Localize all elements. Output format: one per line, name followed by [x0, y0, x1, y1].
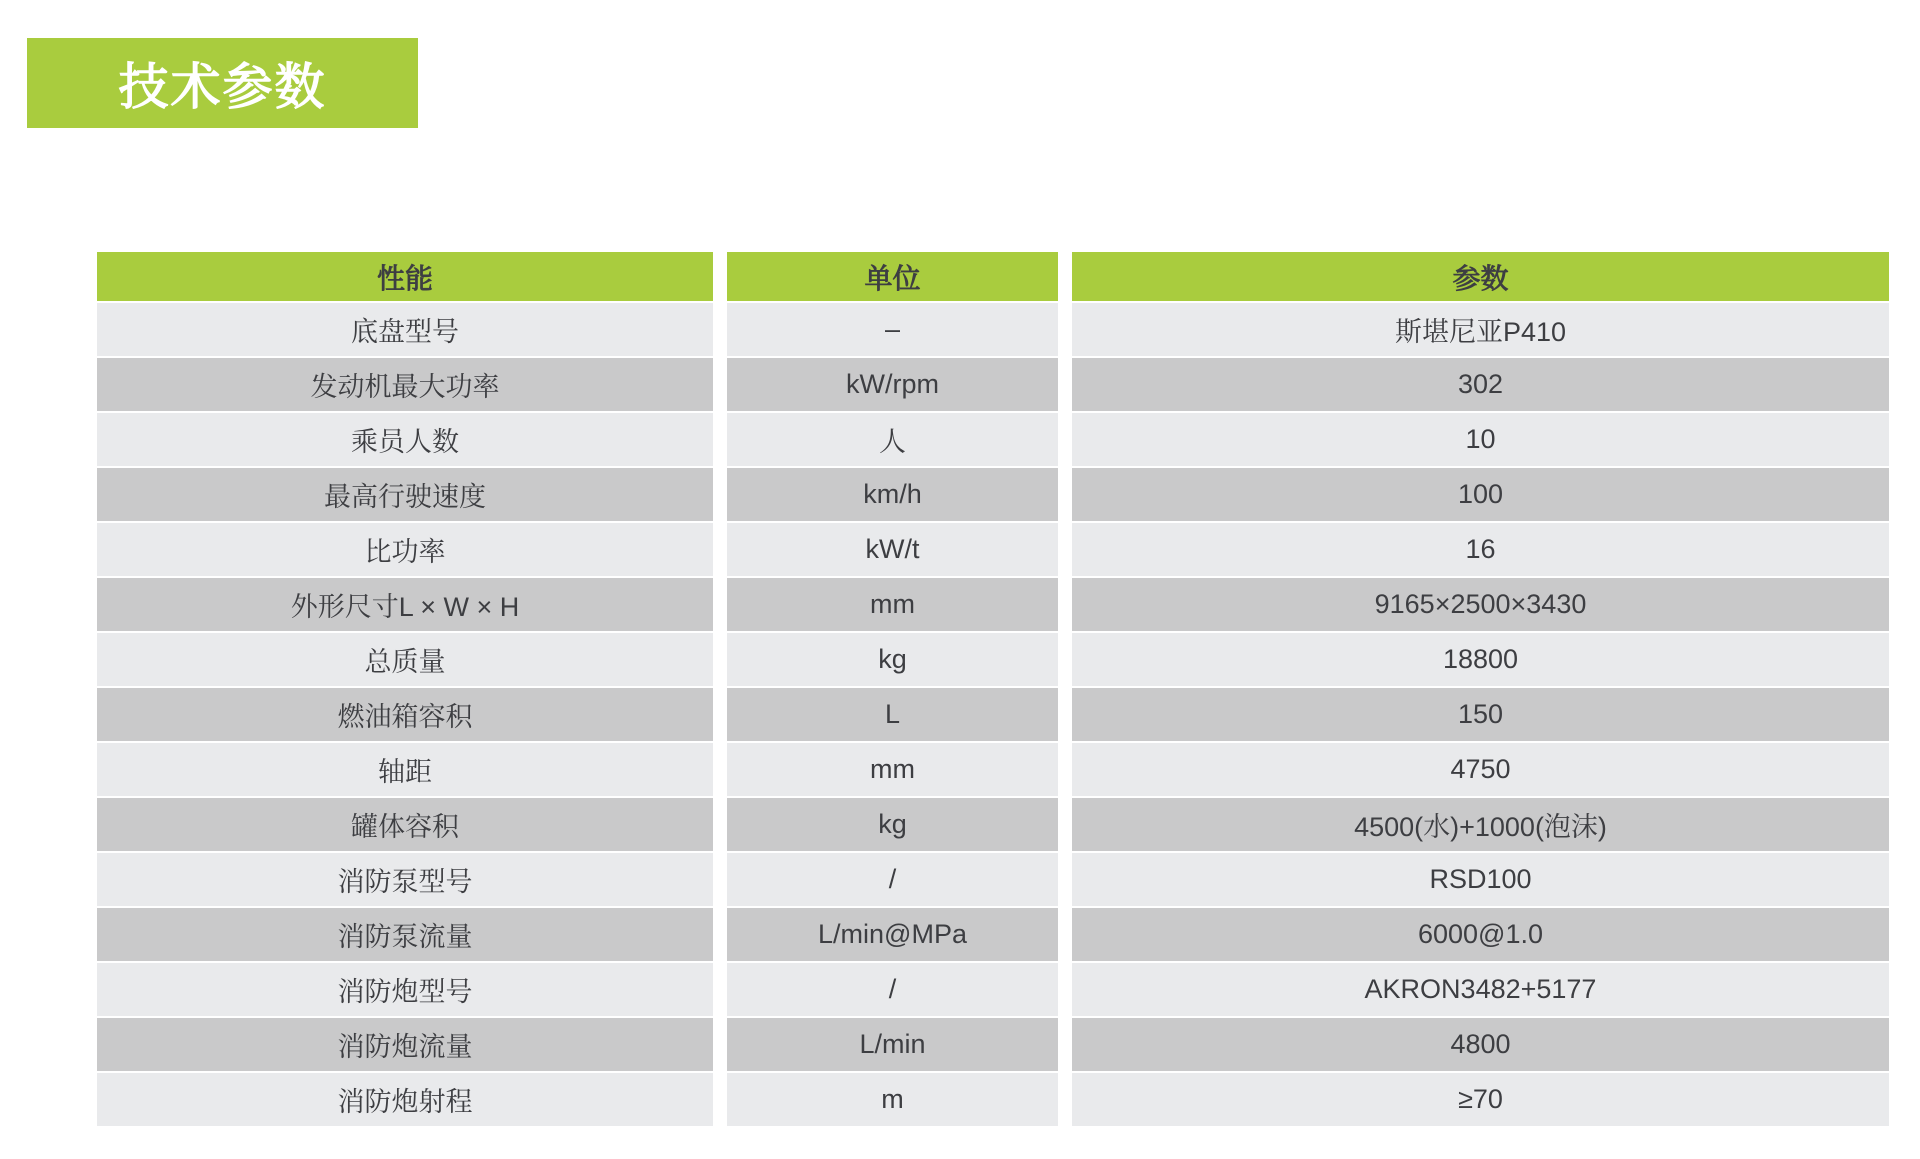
spec-value-cell: AKRON3482+5177 [1072, 963, 1889, 1016]
spec-value-cell: 18800 [1072, 633, 1889, 686]
spec-name-cell: 消防炮型号 [97, 963, 713, 1016]
table-row [97, 1073, 1889, 1126]
spec-name-cell: 消防泵流量 [97, 908, 713, 961]
technical-parameters-table [97, 252, 1889, 1126]
table-row [97, 578, 1889, 631]
spec-name-cell: 比功率 [97, 523, 713, 576]
spec-unit-cell: kW/t [727, 523, 1058, 576]
spec-name-cell: 外形尺寸L × W × H [97, 578, 713, 631]
table-row [97, 358, 1889, 411]
spec-unit-cell: / [727, 853, 1058, 906]
spec-name-cell: 发动机最大功率 [97, 358, 713, 411]
spec-value-cell: RSD100 [1072, 853, 1889, 906]
table-body [97, 303, 1889, 1126]
spec-unit-cell: mm [727, 743, 1058, 796]
table-row [97, 303, 1889, 356]
spec-name-cell: 最高行驶速度 [97, 468, 713, 521]
table-row [97, 963, 1889, 1016]
spec-value-cell: 4750 [1072, 743, 1889, 796]
spec-unit-cell: km/h [727, 468, 1058, 521]
table-row [97, 468, 1889, 521]
spec-unit-cell: m [727, 1073, 1058, 1126]
table-row [97, 633, 1889, 686]
table-row [97, 743, 1889, 796]
spec-name-cell: 乘员人数 [97, 413, 713, 466]
spec-value-cell: 10 [1072, 413, 1889, 466]
table-header-row [97, 252, 1889, 301]
spec-name-cell: 燃油箱容积 [97, 688, 713, 741]
spec-unit-cell: 人 [727, 413, 1058, 466]
table-row [97, 413, 1889, 466]
spec-unit-cell: kg [727, 633, 1058, 686]
spec-value-cell: 9165×2500×3430 [1072, 578, 1889, 631]
table-row [97, 523, 1889, 576]
header-unit: 单位 [727, 252, 1058, 301]
spec-unit-cell: L/min@MPa [727, 908, 1058, 961]
spec-name-cell: 底盘型号 [97, 303, 713, 356]
spec-unit-cell: kW/rpm [727, 358, 1058, 411]
spec-value-cell: 302 [1072, 358, 1889, 411]
spec-name-cell: 轴距 [97, 743, 713, 796]
page-title: 技术参数 [118, 59, 327, 115]
table-row [97, 1018, 1889, 1071]
spec-unit-cell: kg [727, 798, 1058, 851]
header-parameter: 参数 [1072, 252, 1889, 301]
section-title-banner [27, 38, 418, 128]
spec-name-cell: 罐体容积 [97, 798, 713, 851]
spec-unit-cell: L [727, 688, 1058, 741]
spec-value-cell: 16 [1072, 523, 1889, 576]
spec-value-cell: 100 [1072, 468, 1889, 521]
spec-name-cell: 消防炮流量 [97, 1018, 713, 1071]
spec-name-cell: 总质量 [97, 633, 713, 686]
table-row [97, 688, 1889, 741]
table-row [97, 798, 1889, 851]
header-performance: 性能 [97, 252, 713, 301]
spec-value-cell: 150 [1072, 688, 1889, 741]
spec-unit-cell: / [727, 963, 1058, 1016]
spec-name-cell: 消防炮射程 [97, 1073, 713, 1126]
spec-unit-cell: L/min [727, 1018, 1058, 1071]
spec-name-cell: 消防泵型号 [97, 853, 713, 906]
spec-value-cell: 4500(水)+1000(泡沫) [1072, 798, 1889, 851]
spec-unit-cell: – [727, 303, 1058, 356]
table-row [97, 908, 1889, 961]
spec-value-cell: 斯堪尼亚P410 [1072, 303, 1889, 356]
table-row [97, 853, 1889, 906]
spec-unit-cell: mm [727, 578, 1058, 631]
spec-value-cell: 4800 [1072, 1018, 1889, 1071]
spec-value-cell: ≥70 [1072, 1073, 1889, 1126]
spec-value-cell: 6000@1.0 [1072, 908, 1889, 961]
